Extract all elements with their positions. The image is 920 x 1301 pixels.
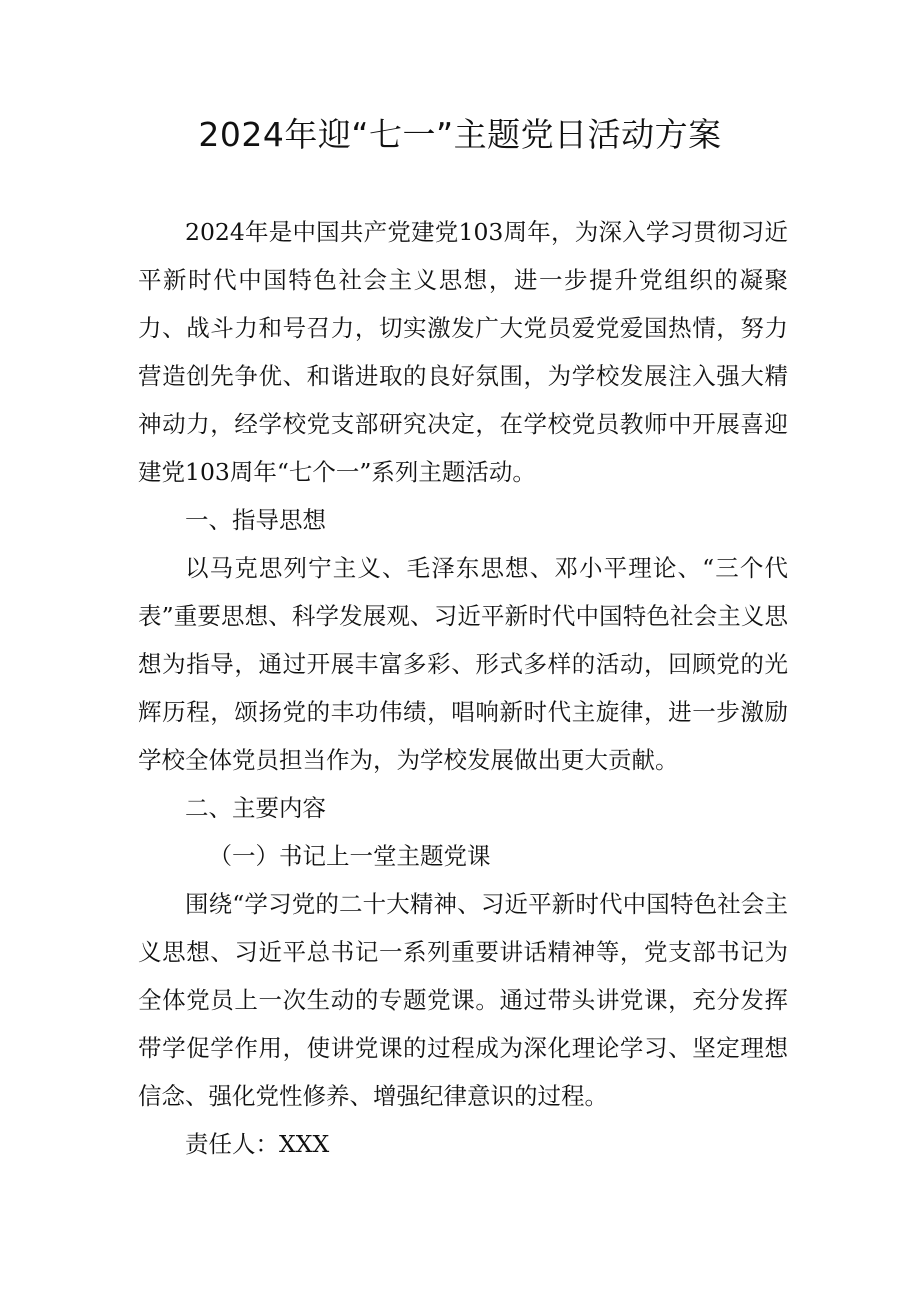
section-heading-guiding-ideology: 一、指导思想	[185, 506, 326, 534]
party-lecture-paragraph: 围绕“学习党的二十大精神、习近平新时代中国特色社会主义思想、习近平总书记一系列重要讲话精神等，党支部书记为全体党员上一次生动的专题党课。通过带头讲党课，充分发挥带学促学作用，使讲党课的过程成为深化理论学习、坚定理想信念、强化党性修养、增强纪律意识的过程。	[138, 890, 788, 1110]
intro-paragraph: 2024年是中国共产党建党103周年，为深入学习贯彻习近平新时代中国特色社会主义思想，进一步提升党组织的凝聚力、战斗力和号召力，切实激发广大党员爱党爱国热情，努力营造创先争优、和谐进取的良好氛围，为学校发展注入强大精神动力，经学校党支部研究决定，在学校党员教师中开展喜迎建党103周年“七个一”系列主题活动。	[138, 218, 788, 486]
responsible-person-line: 责任人：XXX	[185, 1130, 330, 1158]
document-body	[138, 208, 788, 1168]
section-heading-main-content: 二、主要内容	[185, 794, 326, 822]
guiding-ideology-paragraph: 以马克思列宁主义、毛泽东思想、邓小平理论、“三个代表”重要思想、科学发展观、习近平新时代中国特色社会主义思想为指导，通过开展丰富多彩、形式多样的活动，回顾党的光辉历程，颂扬党的丰功伟绩，唱响新时代主旋律，进一步激励学校全体党员担当作为，为学校发展做出更大贡献。	[138, 554, 788, 774]
document-title: 2024年迎“七一”主题党日活动方案	[198, 115, 722, 154]
subsection-heading-party-lecture: （一）书记上一堂主题党课	[208, 842, 491, 870]
